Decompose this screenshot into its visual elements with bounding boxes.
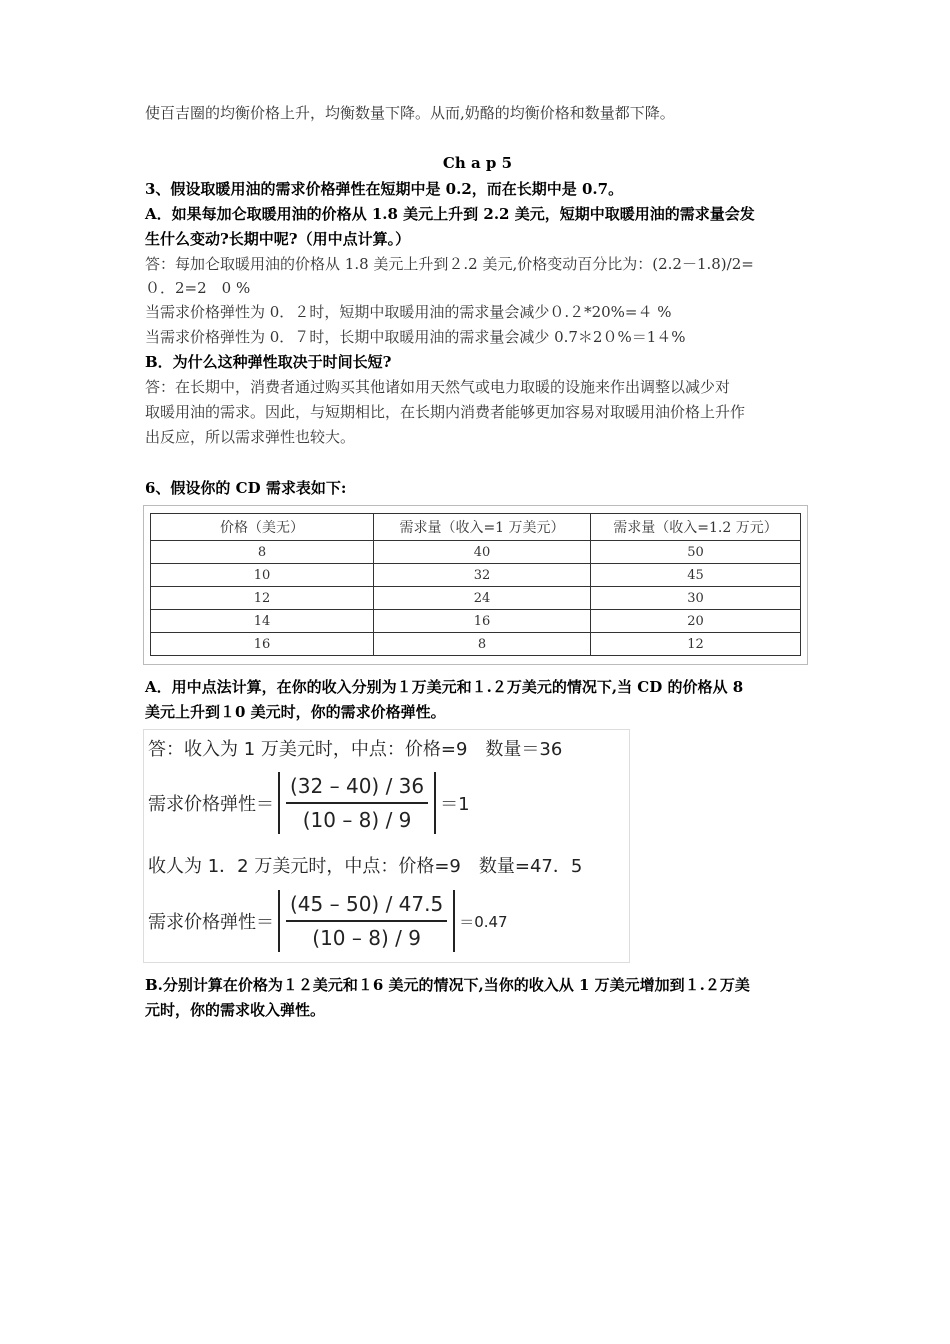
table-cell: 14 [151, 610, 374, 633]
table-cell: 16 [151, 633, 374, 656]
table-row [151, 587, 801, 610]
q3-answer2-line2: 取暖用油的需求。因此，与短期相比，在长期内消费者能够更加容易对取暖用油价格上升作 [145, 403, 746, 421]
table-cell: 16 [374, 610, 591, 633]
fraction-denominator1: (10 – 8) / 9 [302, 808, 412, 832]
q3-a-line1: A．如果每加仑取暖用油的价格从 1.8 美元上升到 2.2 美元，短期中取暖用油的需求量会发 [145, 205, 755, 223]
formula-result1: ＝1 [440, 794, 470, 815]
table-cell: 45 [591, 564, 801, 587]
formula-line1: 答：收入为 1 万美元时，中点：价格=9 数量＝36 [148, 739, 563, 760]
table-cell: 12 [591, 633, 801, 656]
elasticity-formula-image [143, 729, 630, 963]
table-header-row [151, 514, 801, 541]
top-line: 使百吉圈的均衡价格上升，均衡数量下降。从而,奶酪的均衡价格和数量都下降。 [145, 104, 675, 122]
q3-a-line2: 生什么变动?长期中呢?（用中点计算。） [145, 230, 411, 248]
table-row [151, 610, 801, 633]
cd-demand-table [150, 513, 801, 656]
q3-answer1-line3: 当需求价格弹性为 0．２时，短期中取暖用油的需求量会减少０.２*20%=４ % [145, 303, 672, 321]
fraction-numerator1: (32 – 40) / 36 [286, 774, 428, 804]
cd-demand-table-image [143, 505, 808, 665]
table-cell: 8 [151, 541, 374, 564]
abs-value-bars1 [278, 772, 436, 834]
formula-label1: 需求价格弹性＝ [148, 794, 274, 815]
table-cell: 40 [374, 541, 591, 564]
q3-answer1-line2: ０．2=2 0 % [145, 279, 251, 297]
q3-answer2-line3: 出反应，所以需求弹性也较大。 [145, 428, 356, 446]
q6-a-line2: 美元上升到１0 美元时，你的需求价格弹性。 [145, 703, 446, 721]
table-row [151, 564, 801, 587]
q3-title: 3、假设取暖用油的需求价格弹性在短期中是 0.2，而在长期中是 0.7。 [145, 180, 624, 198]
table-header-qty-income-1-2: 需求量（收入=1.2 万元） [591, 514, 801, 541]
abs-value-bars2 [278, 890, 455, 952]
table-cell: 24 [374, 587, 591, 610]
q3-answer1-line1: 答：每加仑取暖用油的价格从 1.8 美元上升到２.2 美元,价格变动百分比为：(2.2－1.8)/2= [145, 255, 754, 273]
formula-result2: ＝0.47 [459, 912, 508, 931]
q6-b-line2: 元时，你的需求收入弹性。 [145, 1001, 326, 1019]
table-cell: 12 [151, 587, 374, 610]
formula-line2: 收人为 1．2 万美元时，中点：价格=9 数量=47．5 [148, 856, 583, 877]
q3-answer2-line1: 答：在长期中，消费者通过购买其他诸如用天然气或电力取暖的设施来作出调整以减少对 [145, 378, 731, 396]
table-cell: 30 [591, 587, 801, 610]
table-row [151, 541, 801, 564]
table-header-price: 价格（美无） [151, 514, 374, 541]
table-cell: 32 [374, 564, 591, 587]
q3-b-title: B．为什么这种弹性取决于时间长短? [145, 353, 392, 371]
q6-a-line1: A．用中点法计算，在你的收入分别为１万美元和１.２万美元的情况下,当 CD 的价格从 8 [145, 678, 744, 696]
q6-b-line1: B.分别计算在价格为１２美元和１6 美元的情况下,当你的收入从 1 万美元增加到１.２万美 [145, 976, 750, 994]
table-cell: 8 [374, 633, 591, 656]
q6-title: 6、假设你的 CD 需求表如下: [145, 479, 347, 497]
table-cell: 20 [591, 610, 801, 633]
fraction-numerator2: (45 – 50) / 47.5 [286, 892, 447, 922]
q3-answer1-line4: 当需求价格弹性为 0．７时，长期中取暖用油的需求量会减少 0.7＊2０%＝1４% [145, 328, 686, 346]
table-header-qty-income-1: 需求量（收入=1 万美元） [374, 514, 591, 541]
table-cell: 10 [151, 564, 374, 587]
formula-row2 [148, 890, 508, 952]
chapter-title: Ch a p 5 [442, 154, 513, 172]
formula-label2: 需求价格弹性＝ [148, 912, 274, 933]
table-row [151, 633, 801, 656]
fraction-denominator2: (10 – 8) / 9 [312, 926, 421, 950]
table-cell: 50 [591, 541, 801, 564]
formula-row1 [148, 772, 470, 834]
